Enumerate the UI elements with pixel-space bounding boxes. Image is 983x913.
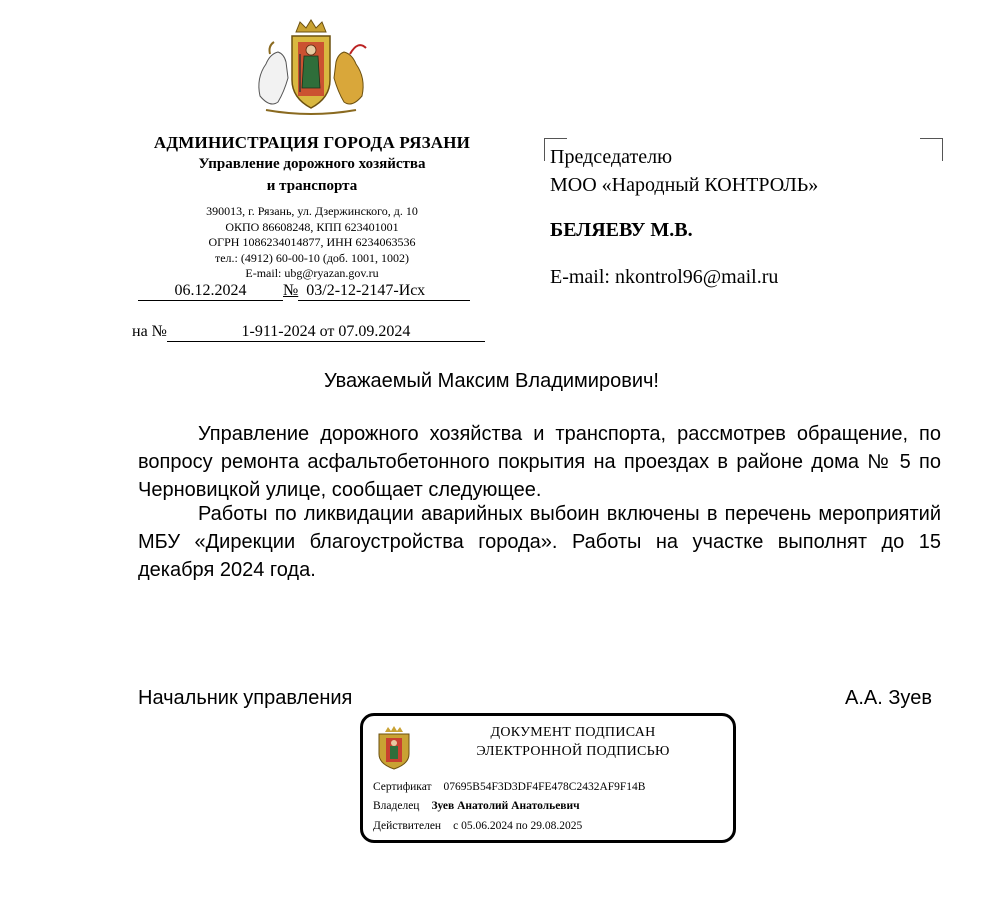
addressee-name: БЕЛЯЕВУ М.В. [550, 219, 693, 241]
stamp-heading-2: ЭЛЕКТРОННОЙ ПОДПИСЬЮ [476, 744, 670, 759]
addressee-email: E-mail: nkontrol96@mail.ru [550, 266, 779, 288]
greeting: Уважаемый Максим Владимирович! [324, 370, 659, 392]
e-signature-stamp [360, 713, 736, 843]
incoming-reference [132, 322, 485, 342]
reference-number-value: 03/2-12-2147-Исх [306, 282, 426, 299]
owner-value: Зуев Анатолий Анатольевич [431, 800, 580, 812]
org-ogrn: ОГРН 1086234014877, ИНН 6234063536 [208, 235, 416, 249]
org-email: E-mail: ubg@ryazan.gov.ru [245, 266, 379, 280]
validity-value: с 05.06.2024 по 29.08.2025 [453, 820, 583, 832]
coat-of-arms-icon [248, 18, 374, 118]
addressee-corner-mark-right [920, 138, 943, 161]
stamp-validity-row [373, 820, 582, 832]
incoming-reference-label: на № [132, 323, 167, 340]
certificate-label: Сертификат [373, 781, 432, 793]
addressee-title: Председателю [550, 146, 673, 168]
owner-label: Владелец [373, 800, 420, 812]
body-paragraph-1: Управление дорожного хозяйства и транспорта, рассмотрев обращение, по вопросу ремонта асфальтобетонного покрытия на проездах в районе дома № 5 по Черновицкой улице, сообщает следующее. [138, 423, 941, 501]
department-line-1: Управление дорожного хозяйства [198, 156, 426, 172]
reference-date: 06.12.2024 [138, 281, 283, 301]
reference-number-sign: № [283, 282, 299, 299]
incoming-reference-value: 1-911-2024 от 07.09.2024 [167, 322, 485, 342]
stamp-owner-row [373, 800, 580, 812]
body-paragraph-2: Работы по ликвидации аварийных выбоин включены в перечень мероприятий МБУ «Дирекции благоустройства города». Работы на участке выполнят до 15 декабря 2024 года. [138, 503, 941, 581]
stamp-shield-icon [375, 726, 413, 770]
signatory-name: А.А. Зуев [845, 687, 932, 709]
org-title: АДМИНИСТРАЦИЯ ГОРОДА РЯЗАНИ [153, 133, 471, 152]
reference-number [298, 281, 470, 301]
signatory-position: Начальник управления [138, 687, 353, 709]
addressee-organization: МОО «Народный КОНТРОЛЬ» [550, 174, 819, 196]
outgoing-reference [138, 281, 470, 301]
org-okpo: ОКПО 86608248, КПП 623401001 [225, 220, 399, 234]
stamp-certificate-row [373, 781, 645, 793]
department-line-2: и транспорта [266, 178, 358, 194]
org-address: 390013, г. Рязань, ул. Дзержинского, д. 10 [206, 204, 418, 218]
org-phone: тел.: (4912) 60-00-10 (доб. 1001, 1002) [214, 251, 410, 265]
stamp-heading-1: ДОКУМЕНТ ПОДПИСАН [490, 725, 656, 740]
validity-label: Действителен [373, 820, 442, 832]
certificate-value: 07695B54F3D3DF4FE478C2432AF9F14B [443, 781, 646, 793]
